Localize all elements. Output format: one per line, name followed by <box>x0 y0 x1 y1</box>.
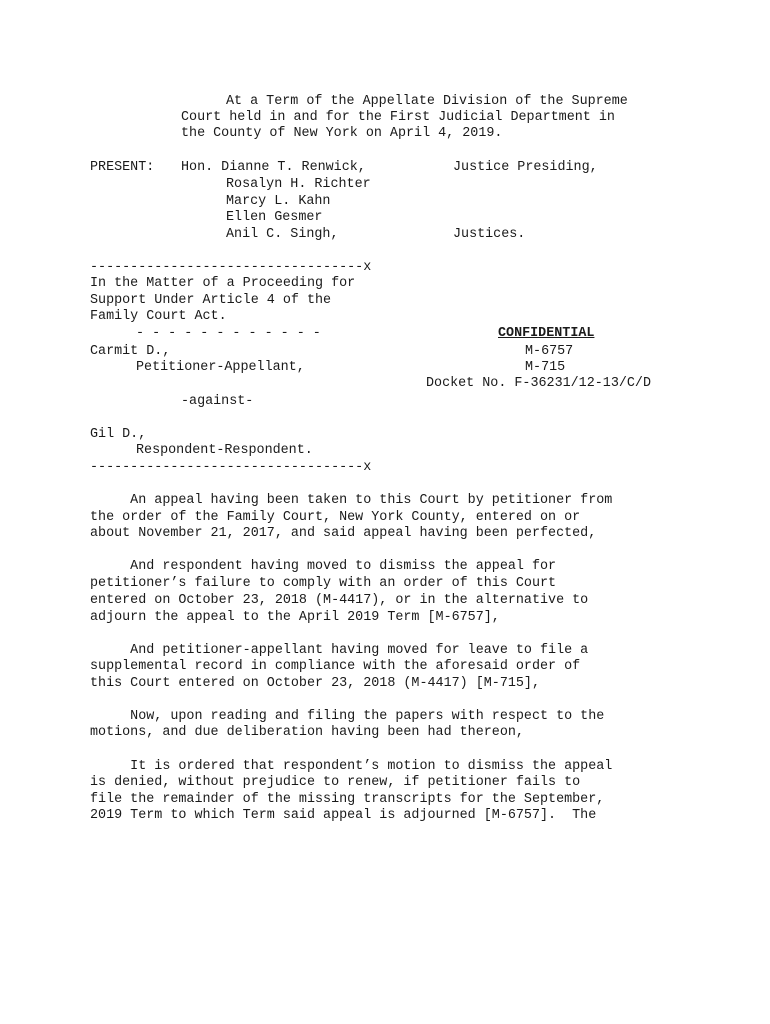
caption-dashes: - - - - - - - - - - - - <box>136 326 321 341</box>
confidential-label: CONFIDENTIAL <box>498 326 595 341</box>
paragraph-line: It is ordered that respondent’s motion to dismiss the appeal <box>90 759 613 774</box>
matter-line-3: Family Court Act. <box>90 309 227 324</box>
caption-rule-bottom: ----------------------------------x <box>90 460 372 475</box>
motion-number-2: M-715 <box>525 360 566 375</box>
paragraph-line: 2019 Term to which Term said appeal is adjourned [M-6757]. The <box>90 808 597 823</box>
term-line-2: Court held in and for the First Judicial Department in <box>181 110 615 125</box>
paragraph-line: about November 21, 2017, and said appeal having been perfected, <box>90 526 597 541</box>
term-line-1: At a Term of the Appellate Division of the Supreme <box>226 94 628 109</box>
matter-line-1: In the Matter of a Proceeding for <box>90 276 356 291</box>
respondent-name: Gil D., <box>90 427 147 442</box>
paragraph-line: And petitioner-appellant having moved for leave to file a <box>90 643 589 658</box>
matter-line-2: Support Under Article 4 of the <box>90 293 332 308</box>
docket-number: Docket No. F-36231/12-13/C/D <box>426 376 651 391</box>
term-line-3: the County of New York on April 4, 2019. <box>181 126 503 141</box>
present-label: PRESENT: <box>90 160 155 175</box>
paragraph-line: file the remainder of the missing transcripts for the September, <box>90 792 605 807</box>
caption-rule-top: ----------------------------------x <box>90 260 372 275</box>
paragraph-line: And respondent having moved to dismiss the appeal for <box>90 559 557 574</box>
paragraph-line: supplemental record in compliance with the aforesaid order of <box>90 659 581 674</box>
paragraph-line: entered on October 23, 2018 (M-4417), or in the alternative to <box>90 593 589 608</box>
justices-role: Justices. <box>453 227 526 242</box>
justice-name: Anil C. Singh, <box>226 227 339 242</box>
justice-name: Marcy L. Kahn <box>226 194 331 209</box>
paragraph-line: adjourn the appeal to the April 2019 Term [M-6757], <box>90 610 500 625</box>
justice-name: Rosalyn H. Richter <box>226 177 371 192</box>
motion-number-1: M-6757 <box>525 344 574 359</box>
respondent-role: Respondent-Respondent. <box>136 443 313 458</box>
paragraph-line: is denied, without prejudice to renew, if petitioner fails to <box>90 775 581 790</box>
justice-presiding-name: Hon. Dianne T. Renwick, <box>181 160 366 175</box>
petitioner-role: Petitioner-Appellant, <box>136 360 305 375</box>
justice-name: Ellen Gesmer <box>226 210 323 225</box>
paragraph-line: motions, and due deliberation having been had thereon, <box>90 725 524 740</box>
paragraph-line: petitioner’s failure to comply with an order of this Court <box>90 576 557 591</box>
paragraph-line: An appeal having been taken to this Court by petitioner from <box>90 493 613 508</box>
paragraph-line: Now, upon reading and filing the papers with respect to the <box>90 709 605 724</box>
against-label: -against- <box>181 394 254 409</box>
paragraph-line: this Court entered on October 23, 2018 (M-4417) [M-715], <box>90 676 540 691</box>
paragraph-line: the order of the Family Court, New York County, entered on or <box>90 510 581 525</box>
justice-presiding-role: Justice Presiding, <box>453 160 598 175</box>
petitioner-name: Carmit D., <box>90 344 171 359</box>
